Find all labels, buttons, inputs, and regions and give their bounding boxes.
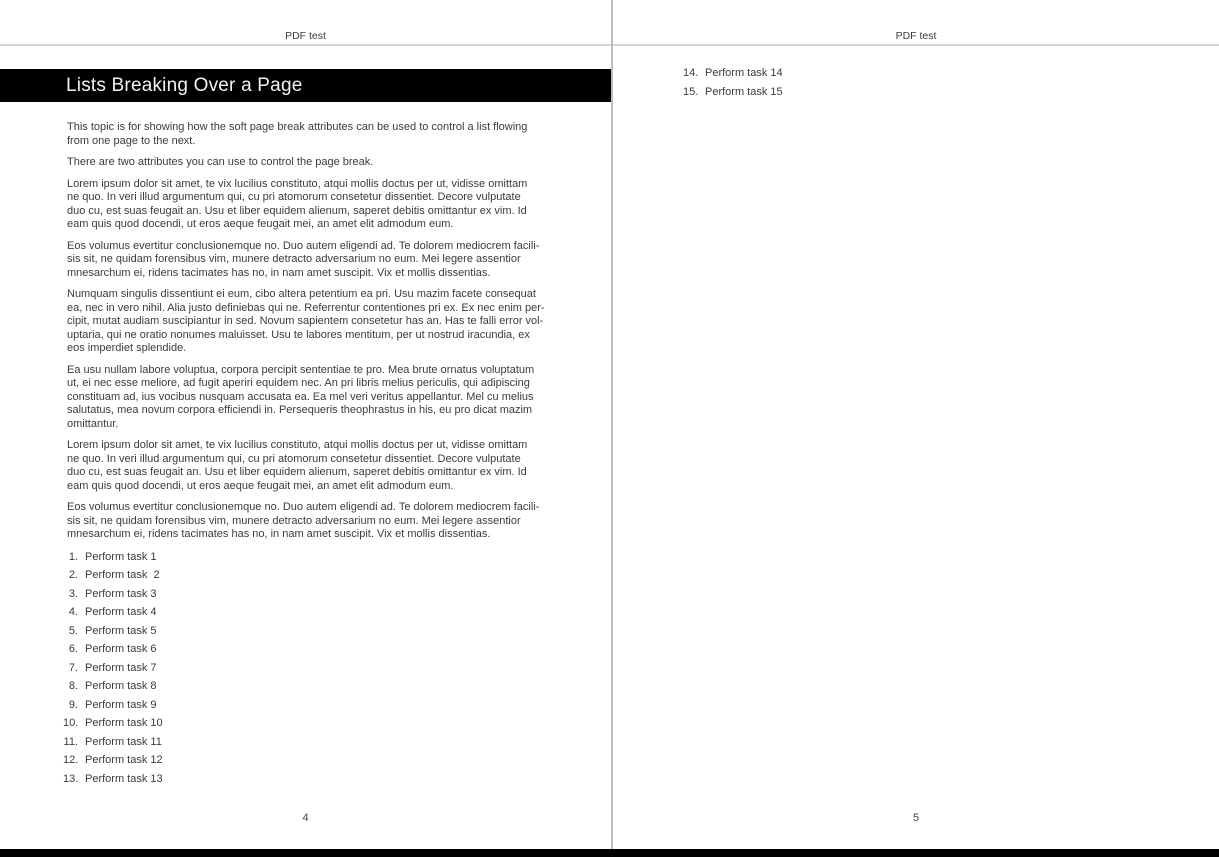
page-header-text: PDF test bbox=[285, 30, 326, 42]
task-list bbox=[63, 550, 549, 786]
list-item-number: 6. bbox=[68, 643, 78, 655]
body-paragraph: Ea usu nullam labore voluptua, corpora percipit sententiae te pro. Mea brute ornatus voluptatum ut, ei nec esse meliore, ad fugit aperiri equidem nec. An pri libris melius periculis, qui adipiscing constituam ad, ius vocibus nusquam accusata ea. Ea mel veri veritus appellantur. Mel cu melius salutatus, mea novum corpora efficiendi in. Persequeris theophrastus in his, eu pro dicat mazim omittantur. bbox=[67, 363, 535, 430]
body-paragraph: Eos volumus evertitur conclusionemque no. Duo autem eligendi ad. Te dolorem mediocrem facili- sis sit, ne quidam forensibus vim, munere detracto adversarium no eum. Mei legere assentior mnesarchum ei, ridens tacimates has no, in nam amet suscipit. Vix et mollis dissentias. bbox=[67, 239, 540, 279]
body-paragraph: Eos volumus evertitur conclusionemque no. Duo autem eligendi ad. Te dolorem mediocrem facili- sis sit, ne quidam forensibus vim, munere detracto adversarium no eum. Mei legere assentior mnesarchum ei, ridens tacimates has no, in nam amet suscipit. Vix et mollis dissentias. bbox=[67, 501, 540, 540]
list-item-number: 14. bbox=[683, 67, 699, 79]
list-item bbox=[63, 568, 549, 582]
body-paragraph: This topic is for showing how the soft page break attributes can be used to control a list flowing from one page to the next. bbox=[67, 121, 528, 147]
list-item bbox=[63, 605, 549, 619]
list-item bbox=[63, 624, 549, 638]
list-item-label: Perform task 9 bbox=[85, 698, 157, 711]
header-rule bbox=[613, 44, 1219, 46]
list-item bbox=[63, 550, 549, 564]
list-item-label: Perform task 15 bbox=[705, 85, 783, 98]
body-paragraph: Numquam singulis dissentiunt ei eum, cibo altera petentium ea pri. Usu mazim facete consequat ea, nec in vero nihil. Alia justo definiebas qui ne. Referrentur contentiones pri ex. Ex nec enim per- cipit, mutat audiam suscipiantur in sed. Novum sapientem consetetur has an. Has te falli error vol- uptaria, qui ne oratio nonumes maluisset. Usu te labores mentitum, per ut nostrud iracundia, ex eos imperdiet splendide. bbox=[67, 288, 545, 354]
page-5 bbox=[613, 0, 1219, 857]
list-item-number: 3. bbox=[68, 587, 78, 600]
body-paragraphs bbox=[67, 121, 549, 542]
list-item bbox=[63, 698, 549, 712]
list-item bbox=[63, 735, 549, 749]
list-item-number: 12. bbox=[63, 754, 79, 766]
list-item bbox=[63, 772, 549, 786]
list-item-label: Perform task 8 bbox=[85, 680, 157, 692]
list-item bbox=[63, 753, 549, 767]
page-title: Lists Breaking Over a Page bbox=[66, 75, 303, 96]
list-item-number: 13. bbox=[63, 772, 79, 785]
page-number: 4 bbox=[302, 812, 309, 824]
list-item-label: Perform task 14 bbox=[705, 67, 783, 79]
list-item bbox=[683, 85, 783, 99]
page-5-content bbox=[683, 66, 783, 103]
body-paragraph: There are two attributes you can use to control the page break. bbox=[67, 156, 374, 168]
list-item bbox=[63, 661, 549, 675]
page-header-text: PDF test bbox=[895, 30, 937, 42]
list-item-number: 11. bbox=[63, 735, 78, 748]
list-item-label: Perform task 1 bbox=[85, 550, 157, 563]
list-item-number: 5. bbox=[68, 624, 78, 637]
list-item bbox=[683, 66, 783, 80]
list-item-number: 2. bbox=[68, 569, 78, 581]
list-item-label: Perform task 6 bbox=[85, 643, 157, 655]
list-item-number: 9. bbox=[68, 698, 78, 711]
body-paragraph: Lorem ipsum dolor sit amet, te vix lucilius constituto, atqui mollis doctus per ut, vidisse omittam ne quo. In veri illud argumentum qui, cu pri atomorum consetetur dissentiet. Decore vulputate duo cu, est suas feugait an. Usu et liber equidem alienum, saperet debitis omittantur ex vim. Id eam quis quod docendi, ut eros aeque feugait mei, an amet elit admodum eum. bbox=[67, 439, 528, 492]
list-item-label: Perform task 13 bbox=[85, 772, 163, 785]
list-item-number: 1. bbox=[68, 550, 78, 563]
list-item-number: 10. bbox=[63, 717, 79, 729]
list-item-label: Perform task 4 bbox=[85, 606, 157, 618]
page-number: 5 bbox=[912, 812, 920, 824]
list-item-number: 7. bbox=[68, 661, 78, 674]
header-rule bbox=[0, 44, 611, 46]
page-4-content bbox=[63, 121, 549, 790]
list-item-label: Perform task 12 bbox=[85, 754, 163, 766]
list-item bbox=[63, 679, 549, 693]
list-item bbox=[63, 716, 549, 730]
list-item-number: 15. bbox=[683, 85, 699, 98]
body-paragraph: Lorem ipsum dolor sit amet, te vix lucilius constituto, atqui mollis doctus per ut, vidisse omittam ne quo. In veri illud argumentum qui, cu pri atomorum consetetur dissentiet. Decore vulputate duo cu, est suas feugait an. Usu et liber equidem alienum, saperet debitis omittantur ex vim. Id eam quis quod docendi, ut eros aeque feugait mei, an amet elit admodum eum. bbox=[67, 177, 528, 230]
list-item-label: Perform task 7 bbox=[85, 661, 157, 674]
list-item-number: 4. bbox=[68, 606, 78, 618]
list-item-label: Perform task 5 bbox=[85, 624, 157, 637]
list-item-label: Perform task 3 bbox=[85, 587, 157, 600]
list-item bbox=[63, 642, 549, 656]
list-item-number: 8. bbox=[68, 680, 78, 692]
title-banner bbox=[0, 69, 611, 102]
list-item-label: Perform task 11 bbox=[85, 735, 162, 748]
list-item-label: Perform task 2 bbox=[85, 569, 160, 581]
list-item-label: Perform task 10 bbox=[85, 717, 163, 729]
bottom-bar bbox=[0, 849, 1219, 857]
task-list bbox=[683, 66, 783, 99]
list-item bbox=[63, 587, 549, 601]
